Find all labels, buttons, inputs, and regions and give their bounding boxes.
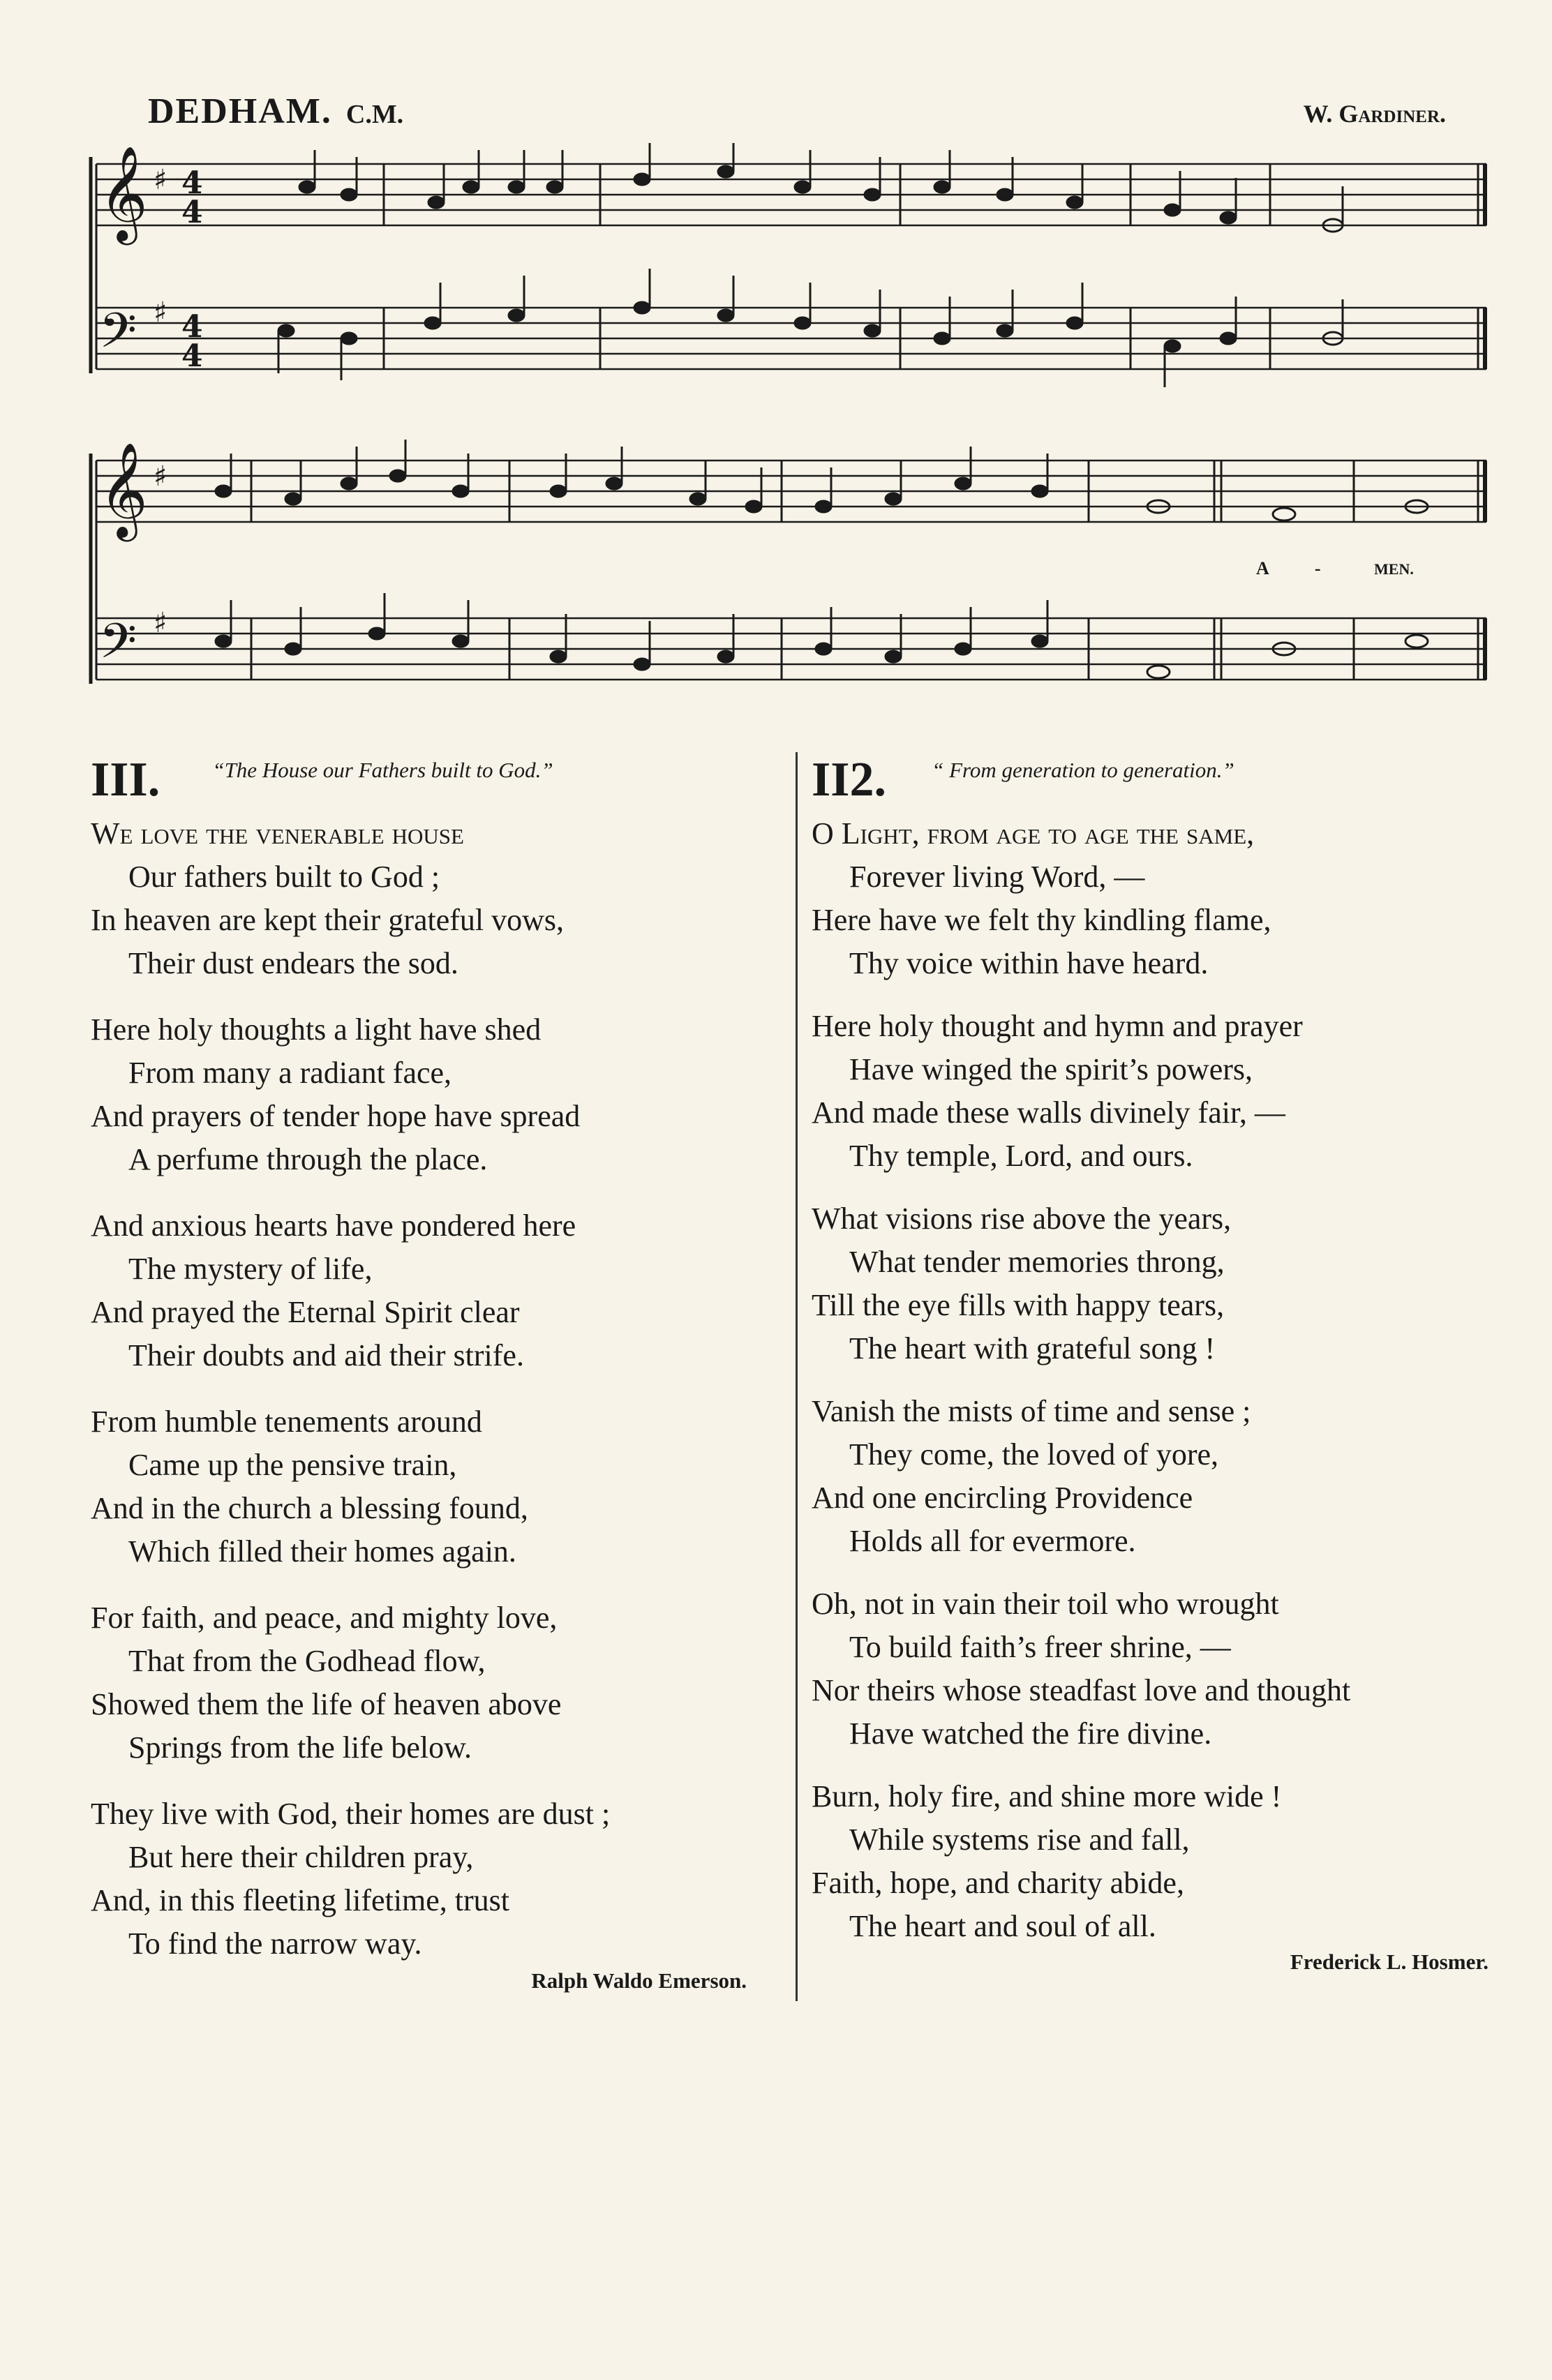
- amen-syllable: MEN.: [1374, 560, 1414, 578]
- verse-line: O Light, from age to age the same,: [812, 816, 1255, 851]
- verse-line: While systems rise and fall,: [849, 1823, 1190, 1857]
- treble-clef-icon: 𝄞: [99, 441, 148, 537]
- treble-clef-icon: 𝄞: [99, 144, 148, 241]
- hymn-111: [91, 752, 775, 1993]
- verse-line: And prayed the Eternal Spirit clear: [91, 1295, 520, 1329]
- key-signature-sharp: ♯: [154, 607, 167, 639]
- time-signature-top: 4: [181, 309, 203, 345]
- verse-line: The mystery of life,: [128, 1252, 373, 1286]
- amen-hyphen: -: [1314, 558, 1321, 578]
- verse-line: Vanish the mists of time and sense ;: [812, 1394, 1251, 1428]
- verse-line: Showed them the life of heaven above: [91, 1687, 562, 1721]
- stanza: [812, 812, 1516, 985]
- stanza: [812, 1005, 1516, 1178]
- time-signature-top: 4: [181, 165, 203, 201]
- verse-line: Oh, not in vain their toil who wrought: [812, 1587, 1279, 1621]
- verse-line: And one encircling Providence: [812, 1481, 1193, 1515]
- stanza: [91, 1400, 775, 1573]
- tune-name: DEDHAM.: [148, 91, 332, 131]
- verse-line: And in the church a blessing found,: [91, 1491, 528, 1525]
- time-signature-bottom: 4: [181, 338, 203, 374]
- hymn-112: [812, 752, 1516, 1975]
- verse-line: That from the Godhead flow,: [128, 1644, 486, 1678]
- verse-line: For faith, and peace, and mighty love,: [91, 1601, 558, 1635]
- stanza: [91, 1204, 775, 1377]
- verse-line: A perfume through the place.: [128, 1142, 488, 1176]
- hymn-author: Frederick L. Hosmer.: [1290, 1949, 1488, 1974]
- verse-line: Holds all for evermore.: [849, 1524, 1136, 1558]
- verse-line: The heart with grateful song !: [849, 1331, 1216, 1365]
- stanza: [91, 812, 775, 985]
- stanza: [812, 1582, 1516, 1756]
- hymn-number: II2.: [812, 753, 886, 807]
- column-divider: [796, 752, 798, 2001]
- verse-line: And anxious hearts have pondered here: [91, 1208, 576, 1243]
- verse-line: Our fathers built to God ;: [128, 860, 440, 894]
- verse-line: We love the venerable house: [91, 816, 464, 851]
- verse-line: What visions rise above the years,: [812, 1202, 1232, 1236]
- verse-line: Have winged the spirit’s powers,: [849, 1052, 1253, 1086]
- hymn-author: Ralph Waldo Emerson.: [531, 1968, 747, 1993]
- hymn-subtitle: “The House our Fathers built to God.”: [212, 758, 553, 782]
- verse-line: From many a radiant face,: [128, 1056, 452, 1090]
- verse-line: From humble tenements around: [91, 1405, 482, 1439]
- stanza: [91, 1793, 775, 1966]
- verse-line: To build faith’s freer shrine, —: [849, 1630, 1231, 1664]
- verse-line: Their doubts and aid their strife.: [128, 1338, 524, 1372]
- music-staff-system: [84, 143, 1500, 422]
- verse-line: Forever living Word, —: [849, 860, 1145, 894]
- verse-line: They live with God, their homes are dust ;: [91, 1797, 611, 1831]
- music-staff-system: [84, 440, 1500, 733]
- hymn-subtitle: “ From generation to generation.”: [932, 758, 1234, 782]
- hymn-number: III.: [91, 753, 161, 807]
- key-signature-sharp: ♯: [154, 164, 167, 196]
- verse-line: Have watched the fire divine.: [849, 1716, 1212, 1751]
- verse-line: To find the narrow way.: [128, 1926, 422, 1961]
- verse-line: Springs from the life below.: [128, 1730, 472, 1765]
- verse-line: Till the eye fills with happy tears,: [812, 1288, 1225, 1322]
- hymn-header: [812, 752, 1516, 808]
- verse-line: They come, the loved of yore,: [849, 1437, 1219, 1472]
- verse-line: Came up the pensive train,: [128, 1448, 457, 1482]
- verse-line: And, in this fleeting lifetime, trust: [91, 1883, 510, 1917]
- verse-line: Thy voice within have heard.: [849, 946, 1209, 980]
- hymn-header: [91, 752, 775, 808]
- tune-title: [148, 91, 403, 132]
- verse-line: And made these walls divinely fair, —: [812, 1095, 1285, 1130]
- verse-line: Which filled their homes again.: [128, 1534, 516, 1569]
- verse-line: And prayers of tender hope have spread: [91, 1099, 581, 1133]
- stanza: [91, 1008, 775, 1181]
- music-system-2: [84, 440, 1500, 733]
- verse-line: What tender memories throng,: [849, 1245, 1225, 1279]
- key-signature-sharp: ♯: [154, 297, 167, 329]
- verse-line: Here holy thought and hymn and prayer: [812, 1009, 1303, 1043]
- stanza: [812, 1390, 1516, 1563]
- staff-lines: [96, 164, 1486, 369]
- verse-line: Their dust endears the sod.: [128, 946, 458, 980]
- stanza: [812, 1197, 1516, 1370]
- key-signature-sharp: ♯: [154, 461, 167, 493]
- amen-lyric: [1256, 558, 1414, 579]
- verse-line: Thy temple, Lord, and ours.: [849, 1139, 1193, 1173]
- verse-line: Nor theirs whose steadfast love and thought: [812, 1673, 1351, 1707]
- verse-line: Here have we felt thy kindling flame,: [812, 903, 1271, 937]
- verse-line: Burn, holy fire, and shine more wide !: [812, 1779, 1282, 1813]
- music-system-1: [84, 143, 1500, 422]
- bass-clef-icon: 𝄢: [99, 613, 137, 681]
- tune-meter: C.M.: [345, 100, 404, 129]
- verse-line: But here their children pray,: [128, 1840, 474, 1874]
- composer-name: W. Gardiner.: [1303, 100, 1446, 128]
- verse-line: Here holy thoughts a light have shed: [91, 1012, 542, 1047]
- verse-line: The heart and soul of all.: [849, 1909, 1156, 1943]
- bass-clef-icon: 𝄢: [99, 302, 137, 371]
- stanza: [91, 1596, 775, 1769]
- amen-syllable: A: [1256, 558, 1269, 578]
- time-signature-bottom: 4: [181, 195, 203, 230]
- verse-line: Faith, hope, and charity abide,: [812, 1866, 1184, 1900]
- stanza: [812, 1775, 1516, 1948]
- verse-line: In heaven are kept their grateful vows,: [91, 903, 565, 937]
